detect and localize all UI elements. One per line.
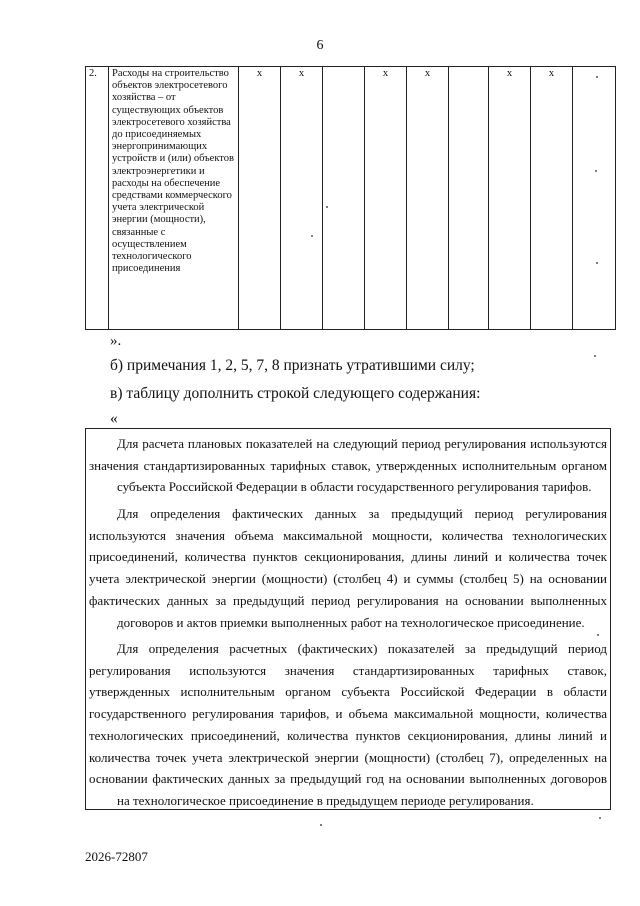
table-cell: x	[365, 67, 407, 330]
opening-quote: «	[110, 410, 118, 427]
paragraph-2	[89, 503, 607, 633]
scan-speck	[596, 262, 598, 264]
table-row-2	[85, 66, 616, 330]
table-cell: x	[281, 67, 323, 330]
added-row-box	[85, 428, 611, 810]
table-cell	[449, 67, 489, 330]
paragraph-1	[89, 433, 607, 498]
paragraph-1-last-line: субъекта Российской Федерации в области государственного регулирования тарифов.	[117, 479, 592, 495]
amendment-b: б) примечания 1, 2, 5, 7, 8 признать утратившими силу;	[110, 357, 475, 374]
paragraph-1-text: Для расчета плановых показателей на следующий период регулирования используются значения стандартизированных тарифных ставок, утвержденных исполнительным органом	[89, 436, 607, 473]
paragraph-3	[89, 638, 607, 812]
paragraph-3-last-line: на технологическое присоединение в предыдущем периоде регулирования.	[117, 792, 534, 808]
table-cell	[573, 67, 616, 330]
paragraph-2-last-line: договоров и актов приемки выполненных работ на технологическое присоединение.	[117, 614, 585, 630]
document-code: 2026-72807	[85, 849, 148, 864]
scan-speck	[596, 76, 598, 78]
scan-speck	[595, 170, 597, 172]
scan-speck	[597, 634, 599, 636]
row-description-cell: Расходы на строительство объектов электросетевого хозяйства – от существующих объектов электросетевого хозяйства до присоединяемых энергопринимающих устройств и (или) объектов электроэнергетики и расходы на обеспечение средствами коммерческого учета электрической энергии (мощности), связанные с осуществлением технологического присоединения	[109, 67, 239, 330]
paragraph-3-text: Для определения расчетных (фактических) показателей за предыдущий период регулирования используются значения стандартизированных тарифных ставок, утвержденных исполнительным органом субъекта Российской Федерации в области государственного регулирования тарифов, и объема максимальной мощности, количества технологических присоединений, количества пунктов секционирования, длины линий и количества точек учета электрической энергии (мощности) (столбец 7), определенных на основании фактических данных за предыдущий год на основании выполненных договоров	[89, 641, 607, 787]
closing-quote: ».	[110, 333, 122, 349]
amendment-c: в) таблицу дополнить строкой следующего содержания:	[110, 385, 481, 402]
table-cell: x	[531, 67, 573, 330]
table-cell	[323, 67, 365, 330]
scan-speck	[311, 235, 313, 237]
page-number: 6	[316, 38, 324, 53]
table-cell: x	[407, 67, 449, 330]
table-cell: x	[239, 67, 281, 330]
table-cell: x	[489, 67, 531, 330]
scan-speck	[326, 206, 328, 208]
scan-speck	[599, 817, 601, 819]
paragraph-2-text: Для определения фактических данных за предыдущий период регулирования используются значения объема максимальной мощности, количества технологических присоединений, количества пунктов секционирования, длины линий и количества точек учета электрической энергии (мощности) (столбец 4) и суммы (столбец 5) на основании фактических данных за предыдущий период регулирования на основании выполненных	[89, 506, 607, 608]
scan-speck	[320, 824, 322, 826]
row-number-cell: 2.	[86, 67, 109, 330]
scan-speck	[594, 355, 596, 357]
